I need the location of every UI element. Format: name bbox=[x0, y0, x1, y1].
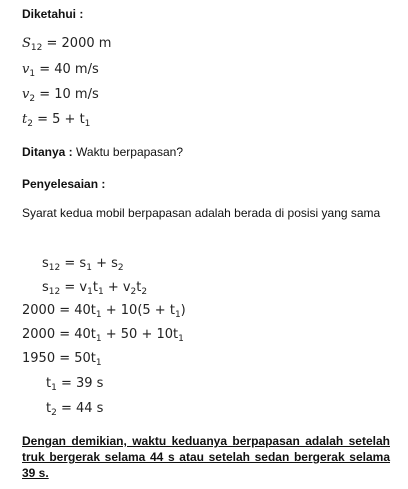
ditanya-text: Waktu berpapasan? bbox=[76, 145, 183, 159]
s-value: = 2000 m bbox=[46, 36, 112, 51]
penyelesaian-heading: Penyelesaian : bbox=[22, 177, 106, 191]
step-5: $1950 = 50t_1$ bbox=[22, 351, 102, 368]
conclusion-text: Dengan demikian, waktu keduanya berpapasan adalah setelah truk bergerak selama 44 s atau setelah sedan bergerak selama 39 s. bbox=[22, 434, 390, 480]
step-4: $2000 = 40t_1 + 50 + 10t_1$ bbox=[22, 327, 184, 344]
step-2: $s_{12} = v_1t_1 + v_2t_2$ bbox=[42, 280, 148, 297]
given-s12 bbox=[22, 36, 111, 51]
s-variable: S bbox=[22, 36, 31, 51]
t2-value-subscript: 1 bbox=[84, 119, 91, 129]
given-v1 bbox=[22, 62, 99, 77]
v1-subscript: 1 bbox=[29, 69, 36, 79]
step-7: $t_2 = 44$ s bbox=[46, 401, 104, 418]
step-3: $2000 = 40t_1 + 10(5 + t_1)$ bbox=[22, 303, 186, 320]
t2-subscript: 2 bbox=[27, 119, 33, 129]
v2-variable: v bbox=[22, 87, 30, 102]
v2-subscript: 2 bbox=[29, 94, 36, 104]
s-subscript: 12 bbox=[30, 43, 43, 53]
t2-variable: t bbox=[22, 112, 28, 127]
v2-value: = 10 m/s bbox=[39, 87, 99, 102]
step-1: $s_{12} = s_1 + s_2$ bbox=[42, 256, 124, 273]
penyelesaian-intro: Syarat kedua mobil berpapasan adalah berada di posisi yang sama bbox=[22, 206, 381, 220]
given-v2 bbox=[22, 87, 99, 102]
ditanya-label: Ditanya : bbox=[22, 145, 73, 159]
step-6: $t_1 = 39$ s bbox=[46, 376, 104, 393]
v1-variable: v bbox=[22, 62, 30, 77]
t2-value: = 5 + t bbox=[37, 112, 85, 127]
given-t2 bbox=[22, 112, 90, 127]
diketahui-heading: Diketahui : bbox=[22, 7, 84, 21]
v1-value: = 40 m/s bbox=[39, 62, 99, 77]
ditanya-line bbox=[22, 145, 183, 159]
